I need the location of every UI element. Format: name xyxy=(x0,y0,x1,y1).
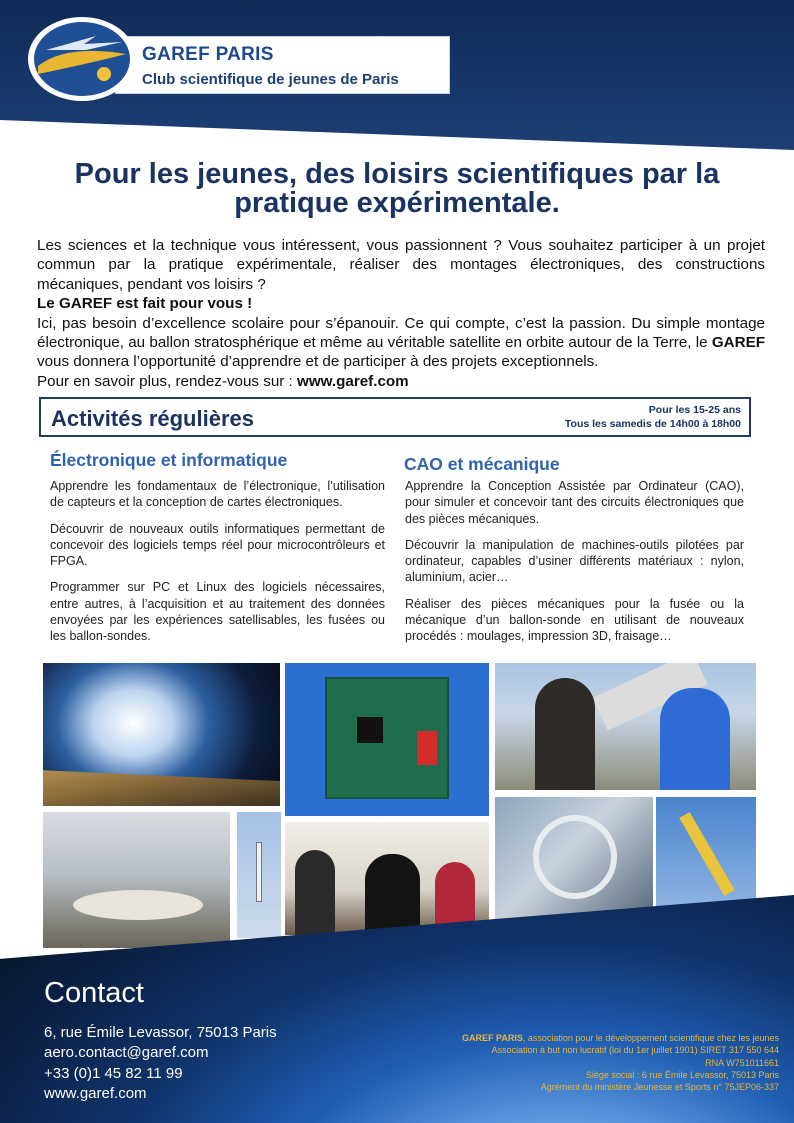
photo-electronic-board xyxy=(285,663,489,816)
contact-details xyxy=(44,1023,277,1104)
activities-header-box xyxy=(39,397,751,437)
legal-org: GAREF PARIS xyxy=(461,1033,523,1043)
cao-paragraph-1: Apprendre la Conception Assistée par Ordinateur (CAO), pour simuler et concevoir tant des circuits électroniques que des pièces mécaniques. xyxy=(405,479,744,526)
contact-title: Contact xyxy=(44,977,144,1009)
intro-garef-bold: GAREF xyxy=(711,334,765,352)
intro-paragraph-1: Les sciences et la technique vous intéressent, vous passionnent ? Vous souhaitez participer à un projet commun par la pratique expérimentale, réaliser des montages électroniques, des constructions mécaniques, pendant vos loisirs ? xyxy=(37,237,765,293)
activities-meta xyxy=(565,403,741,431)
intro-paragraph-2 xyxy=(37,314,765,372)
photo-rocket-on-pad xyxy=(237,812,281,938)
activities-schedule: Tous les samedis de 14h00 à 18h00 xyxy=(564,418,741,430)
photo-machined-part xyxy=(495,797,653,921)
logo-title: GAREF PARIS xyxy=(142,44,274,65)
legal-line-4: Siège social : 6 rue Émile Levassor, 75013 Paris xyxy=(585,1069,779,1080)
intro-more-info-text: Pour en savoir plus, rendez-vous sur : xyxy=(37,372,297,390)
intro-more-info xyxy=(37,372,765,391)
photo-earth-from-space xyxy=(43,663,280,806)
photo-club-meeting xyxy=(43,812,230,948)
cao-paragraph-3: Réaliser des pièces mécaniques pour la fusée ou la mécanique d’un ballon-sonde en utilisant de nouveaux procédés : moulages, impression 3D, fraisage… xyxy=(405,596,744,644)
electronics-paragraph-3: Programmer sur PC et Linux des logiciels nécessaires, entre autres, à l’acquisition et au traitement des données envoyées par les expériences satellisables, les fusées ou les ballon-sondes. xyxy=(50,580,385,644)
intro-paragraph-2-start: Ici, pas besoin d’excellence scolaire pour s’épanouir. Ce qui compte, c’est la passion. Du simple montage électronique, au ballon stratosphérique et même au véritable satellite en orbite autour de la Terre, le xyxy=(37,314,765,352)
section-electronics-text xyxy=(50,478,385,655)
cao-paragraph-2: Découvrir la manipulation de machines-outils pilotées par ordinateur, capables d’usiner différents matériaux : nylon, aluminium, acier… xyxy=(405,537,744,585)
section-cao-text xyxy=(405,478,744,655)
logo-box xyxy=(115,36,450,94)
legal-line-3: RNA W751011661 xyxy=(705,1057,779,1068)
section-electronics-title: Électronique et informatique xyxy=(50,450,288,470)
activities-age: Pour les 15-25 ans xyxy=(648,404,741,416)
photo-lab-workshop xyxy=(285,822,489,935)
intro-website-link[interactable]: www.garef.com xyxy=(297,372,409,390)
intro-highlight: Le GAREF est fait pour vous ! xyxy=(37,295,253,313)
garef-logo-icon xyxy=(26,14,138,104)
intro-paragraph-2-end: vous donnera l’opportunité d’apprendre et de participer à des projets exceptionnels. xyxy=(37,353,599,371)
photo-students-telescope xyxy=(495,663,756,790)
section-cao-title: CAO et mécanique xyxy=(404,454,560,474)
activities-title: Activités régulières xyxy=(51,406,254,431)
legal-line-5: Agrément du ministère Jeunesse et Sports n° 75JEP06-337 xyxy=(540,1082,779,1093)
page-title: Pour les jeunes, des loisirs scientifiques par la pratique expérimentale. xyxy=(74,158,720,219)
electronics-paragraph-2: Découvrir de nouveaux outils informatiques permettant de concevoir des logiciels temps réel pour microcontrôleurs et FPGA. xyxy=(50,521,385,569)
photo-rocket-launch xyxy=(656,797,756,910)
legal-notice xyxy=(439,1032,779,1093)
legal-line-2: Association à but non lucratif (loi du 1er juillet 1901) SIRET 317 550 644 xyxy=(491,1045,779,1056)
contact-website[interactable]: www.garef.com xyxy=(44,1084,147,1102)
electronics-paragraph-1: Apprendre les fondamentaux de l’électronique, l’utilisation de capteurs et la conception de cartes électroniques. xyxy=(50,479,385,510)
logo-subtitle: Club scientifique de jeunes de Paris xyxy=(142,71,399,88)
contact-phone[interactable]: +33 (0)1 45 82 11 99 xyxy=(44,1064,183,1082)
intro-text xyxy=(37,236,765,391)
contact-email[interactable]: aero.contact@garef.com xyxy=(44,1044,209,1062)
contact-address: 6, rue Émile Levassor, 75013 Paris xyxy=(44,1024,277,1041)
legal-line-1: , association pour le développement scientifique chez les jeunes xyxy=(522,1033,779,1043)
